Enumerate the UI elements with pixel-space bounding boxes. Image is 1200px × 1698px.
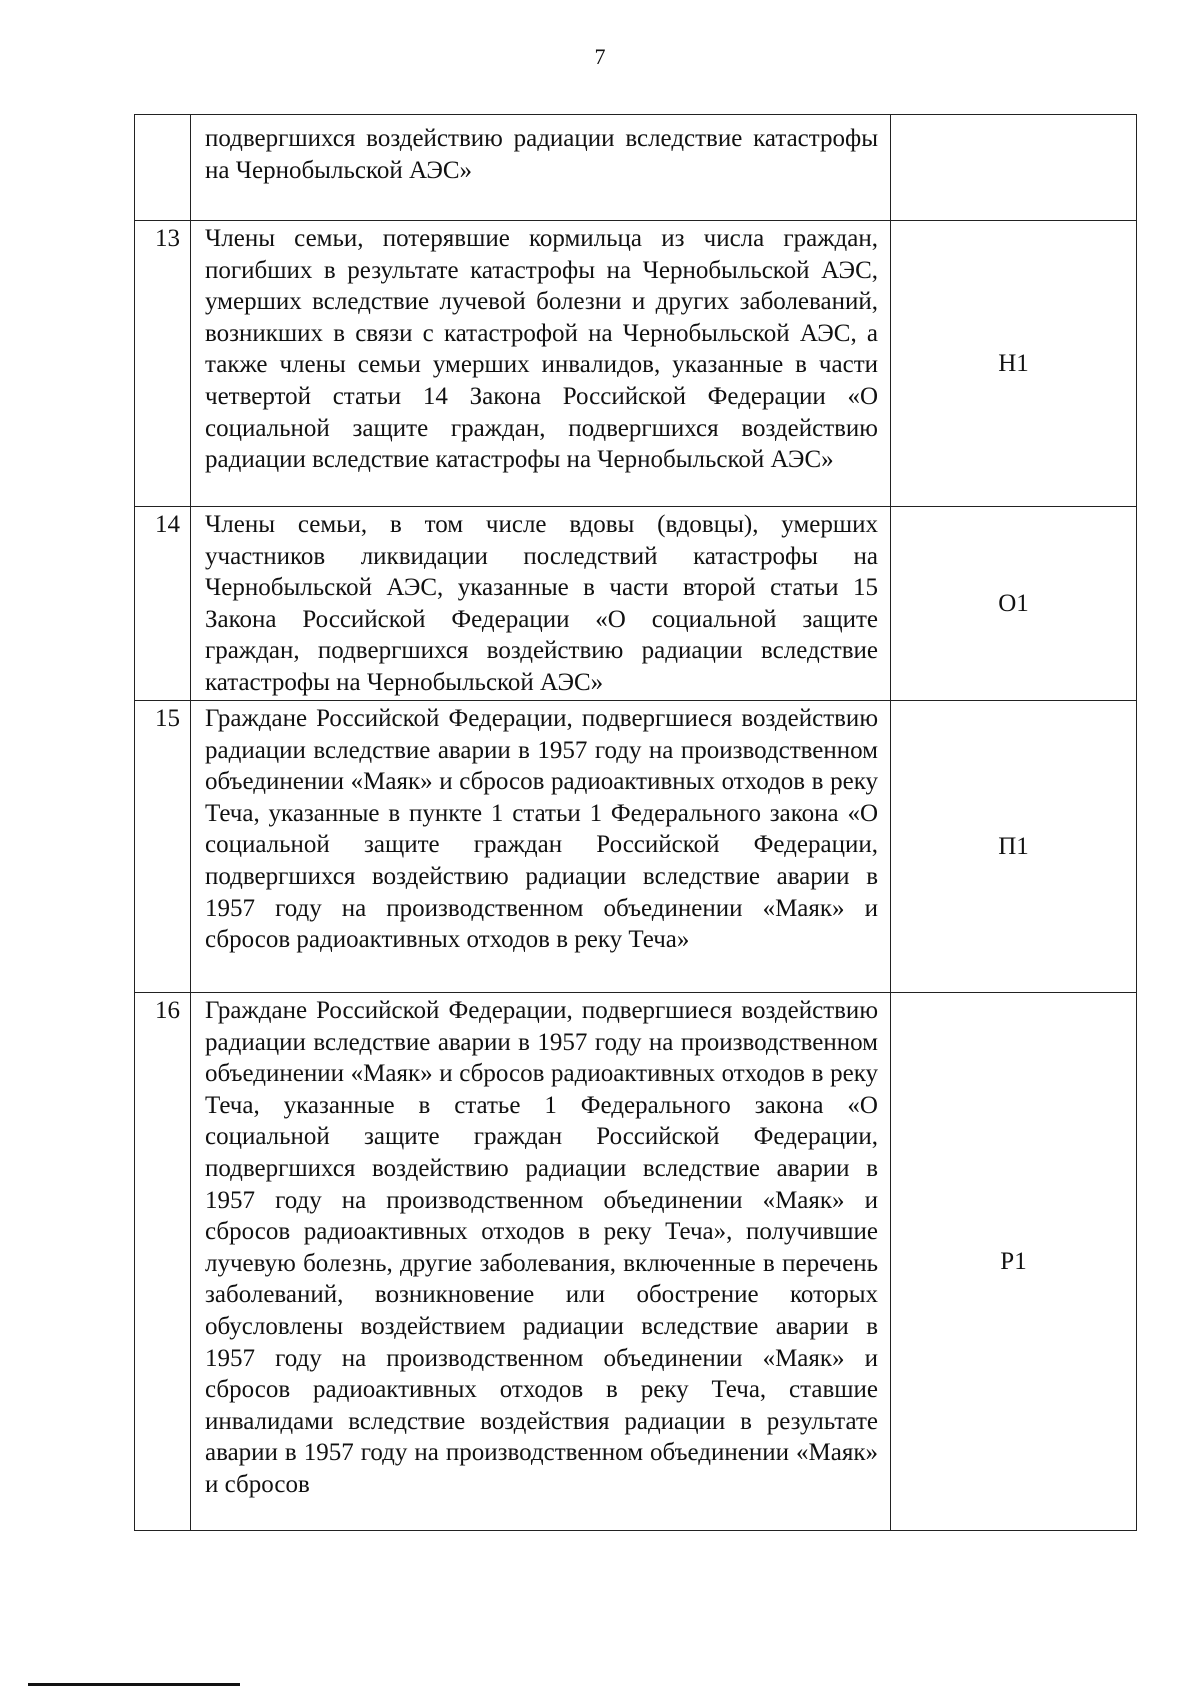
row-description: Граждане Российской Федерации, подвергшиеся воздействию радиации вследствие аварии в 1957 году на производственном объединении «Маяк» и сбросов радиоактивных отходов в реку Теча, указанные в пункте 1 статьи 1 Федерального закона «О социальной защите граждан Российской Федерации, подвергшихся воздействию радиации вследствие аварии в 1957 году на производственном объединении «Маяк» и сбросов радиоактивных отходов в реку Теча» bbox=[191, 701, 891, 993]
page-number: 7 bbox=[594, 44, 606, 69]
footnote-rule bbox=[28, 1683, 240, 1686]
table-row bbox=[135, 115, 1137, 221]
table-row bbox=[135, 993, 1137, 1531]
row-description: Члены семьи, в том числе вдовы (вдовцы), умерших участников ликвидации последствий катастрофы на Чернобыльской АЭС, указанные в части второй статьи 15 Закона Российской Федерации «О социальной защите граждан, подвергшихся воздействию радиации вследствие катастрофы на Чернобыльской АЭС» bbox=[191, 507, 891, 701]
row-code: О1 bbox=[891, 507, 1137, 701]
row-description: Граждане Российской Федерации, подвергшиеся воздействию радиации вследствие аварии в 1957 году на производственном объединении «Маяк» и сбросов радиоактивных отходов в реку Теча, указанные в статье 1 Федерального закона «О социальной защите граждан Российской Федерации, подвергшихся воздействию радиации вследствие аварии в 1957 году на производственном объединении «Маяк» и сбросов радиоактивных отходов в реку Теча», получившие лучевую болезнь, другие заболевания, включенные в перечень заболеваний, возникновение или обострение которых обусловлены воздействием радиации вследствие аварии в 1957 году на производственном объединении «Маяк» и сбросов радиоактивных отходов в реку Теча, ставшие инвалидами вследствие воздействия радиации в результате аварии в 1957 году на производственном объединении «Маяк» и сбросов bbox=[191, 993, 891, 1531]
row-description: подвергшихся воздействию радиации вследствие катастрофы на Чернобыльской АЭС» bbox=[191, 115, 891, 221]
row-code: П1 bbox=[891, 701, 1137, 993]
row-code: Р1 bbox=[891, 993, 1137, 1531]
row-number: 15 bbox=[135, 701, 191, 993]
row-number: 13 bbox=[135, 221, 191, 507]
row-number bbox=[135, 115, 191, 221]
table-row bbox=[135, 701, 1137, 993]
row-description: Члены семьи, потерявшие кормильца из числа граждан, погибших в результате катастрофы на Чернобыльской АЭС, умерших вследствие лучевой болезни и других заболеваний, возникших в связи с катастрофой на Чернобыльской АЭС, а также члены семьи умерших инвалидов, указанные в части четвертой статьи 14 Закона Российской Федерации «О социальной защите граждан, подвергшихся воздействию радиации вследствие катастрофы на Чернобыльской АЭС» bbox=[191, 221, 891, 507]
benefits-table bbox=[134, 114, 1137, 1531]
table-row bbox=[135, 221, 1137, 507]
row-number: 16 bbox=[135, 993, 191, 1531]
row-code: Н1 bbox=[891, 221, 1137, 507]
row-code bbox=[891, 115, 1137, 221]
row-number: 14 bbox=[135, 507, 191, 701]
table-row bbox=[135, 507, 1137, 701]
